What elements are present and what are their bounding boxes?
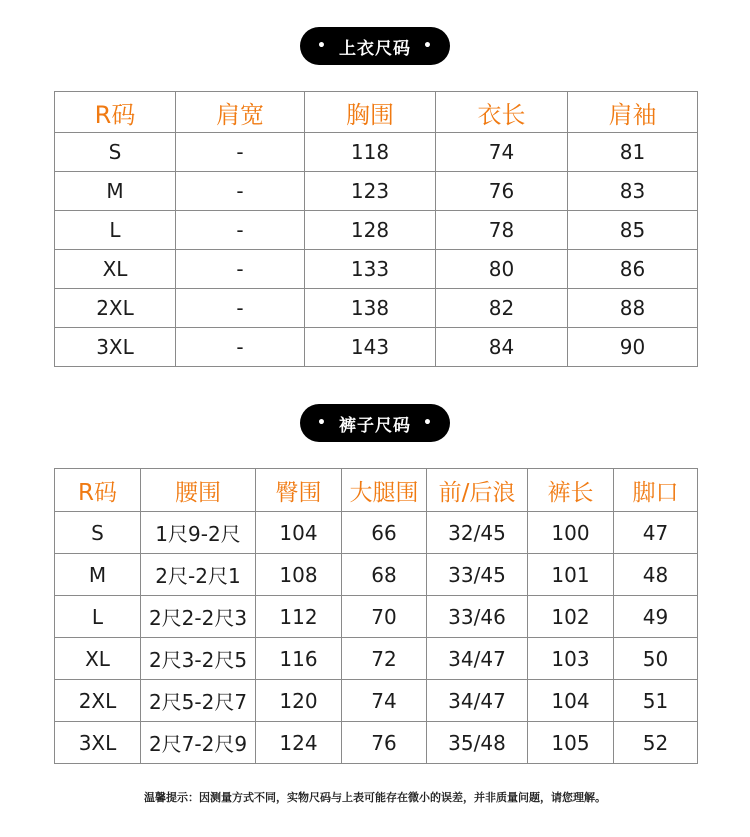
table-row (55, 638, 698, 680)
table-header-row (55, 469, 698, 512)
top-size-table (54, 91, 698, 367)
table-cell: L (55, 211, 176, 250)
column-header-hip: 臀围 (256, 469, 342, 512)
table-header-row (55, 92, 698, 133)
table-cell: 2尺-2尺1 (141, 554, 256, 596)
table-cell: 83 (568, 172, 698, 211)
table-cell: 81 (568, 133, 698, 172)
bullet-dot-left: • (317, 38, 327, 54)
column-header-size: R码 (55, 469, 141, 512)
table-cell: - (176, 328, 305, 367)
table-cell: 78 (436, 211, 568, 250)
column-header-waist: 腰围 (141, 469, 256, 512)
table-cell: 47 (614, 512, 698, 554)
table-cell: S (55, 133, 176, 172)
table-cell: 116 (256, 638, 342, 680)
column-header-leg-opening: 脚口 (614, 469, 698, 512)
table-cell: 35/48 (427, 722, 528, 764)
table-cell: 105 (528, 722, 614, 764)
table-row (55, 289, 698, 328)
table-cell: 101 (528, 554, 614, 596)
table-row (55, 554, 698, 596)
table-cell: 33/45 (427, 554, 528, 596)
measurement-disclaimer: 温馨提示：因测量方式不同，实物尺码与上表可能存在微小的误差，并非质量问题，请您理解。 (144, 791, 606, 804)
table-cell: 32/45 (427, 512, 528, 554)
table-row (55, 172, 698, 211)
table-row (55, 250, 698, 289)
column-header-sleeve: 肩袖 (568, 92, 698, 133)
column-header-length: 衣长 (436, 92, 568, 133)
table-row (55, 328, 698, 367)
table-cell: 85 (568, 211, 698, 250)
table-cell: 118 (305, 133, 436, 172)
column-header-shoulder-width: 肩宽 (176, 92, 305, 133)
table-cell: 2XL (55, 680, 141, 722)
table-cell: 133 (305, 250, 436, 289)
table-cell: M (55, 172, 176, 211)
table-cell: 2尺7-2尺9 (141, 722, 256, 764)
bottom-size-title: 裤子尺码 (339, 415, 411, 436)
table-cell: 49 (614, 596, 698, 638)
table-cell: 50 (614, 638, 698, 680)
top-size-title-badge (300, 27, 450, 65)
table-cell: 103 (528, 638, 614, 680)
table-cell: 74 (342, 680, 427, 722)
table-cell: - (176, 172, 305, 211)
table-cell: L (55, 596, 141, 638)
table-cell: - (176, 133, 305, 172)
column-header-size: R码 (55, 92, 176, 133)
column-header-thigh: 大腿围 (342, 469, 427, 512)
table-cell: 52 (614, 722, 698, 764)
table-cell: 102 (528, 596, 614, 638)
table-cell: M (55, 554, 141, 596)
table-cell: 51 (614, 680, 698, 722)
table-cell: 3XL (55, 722, 141, 764)
table-cell: 120 (256, 680, 342, 722)
table-cell: 100 (528, 512, 614, 554)
table-cell: 66 (342, 512, 427, 554)
table-cell: 112 (256, 596, 342, 638)
table-cell: 80 (436, 250, 568, 289)
table-cell: S (55, 512, 141, 554)
table-cell: 48 (614, 554, 698, 596)
table-cell: - (176, 289, 305, 328)
table-cell: 2XL (55, 289, 176, 328)
table-cell: 74 (436, 133, 568, 172)
table-cell: 88 (568, 289, 698, 328)
table-row (55, 512, 698, 554)
table-cell: 90 (568, 328, 698, 367)
table-cell: 3XL (55, 328, 176, 367)
column-header-chest: 胸围 (305, 92, 436, 133)
table-cell: 84 (436, 328, 568, 367)
table-cell: 1尺9-2尺 (141, 512, 256, 554)
table-cell: 104 (256, 512, 342, 554)
table-cell: 68 (342, 554, 427, 596)
table-row (55, 596, 698, 638)
table-cell: 128 (305, 211, 436, 250)
table-cell: 2尺5-2尺7 (141, 680, 256, 722)
table-cell: 123 (305, 172, 436, 211)
table-cell: 86 (568, 250, 698, 289)
table-cell: XL (55, 638, 141, 680)
table-row (55, 722, 698, 764)
table-cell: 76 (436, 172, 568, 211)
table-cell: 138 (305, 289, 436, 328)
table-cell: 82 (436, 289, 568, 328)
table-cell: 70 (342, 596, 427, 638)
table-cell: 2尺3-2尺5 (141, 638, 256, 680)
table-cell: 108 (256, 554, 342, 596)
bullet-dot-right: • (423, 38, 433, 54)
bottom-size-table (54, 468, 698, 764)
table-cell: 104 (528, 680, 614, 722)
table-row (55, 680, 698, 722)
table-cell: 33/46 (427, 596, 528, 638)
bullet-dot-right: • (423, 415, 433, 431)
table-cell: 2尺2-2尺3 (141, 596, 256, 638)
table-cell: XL (55, 250, 176, 289)
top-size-title: 上衣尺码 (339, 38, 411, 59)
table-cell: 72 (342, 638, 427, 680)
column-header-pants-length: 裤长 (528, 469, 614, 512)
table-cell: 76 (342, 722, 427, 764)
table-cell: 34/47 (427, 680, 528, 722)
table-row (55, 211, 698, 250)
table-cell: - (176, 211, 305, 250)
table-cell: 143 (305, 328, 436, 367)
bullet-dot-left: • (317, 415, 327, 431)
bottom-size-title-badge (300, 404, 450, 442)
table-cell: - (176, 250, 305, 289)
table-row (55, 133, 698, 172)
table-cell: 124 (256, 722, 342, 764)
table-cell: 34/47 (427, 638, 528, 680)
column-header-rise: 前/后浪 (427, 469, 528, 512)
